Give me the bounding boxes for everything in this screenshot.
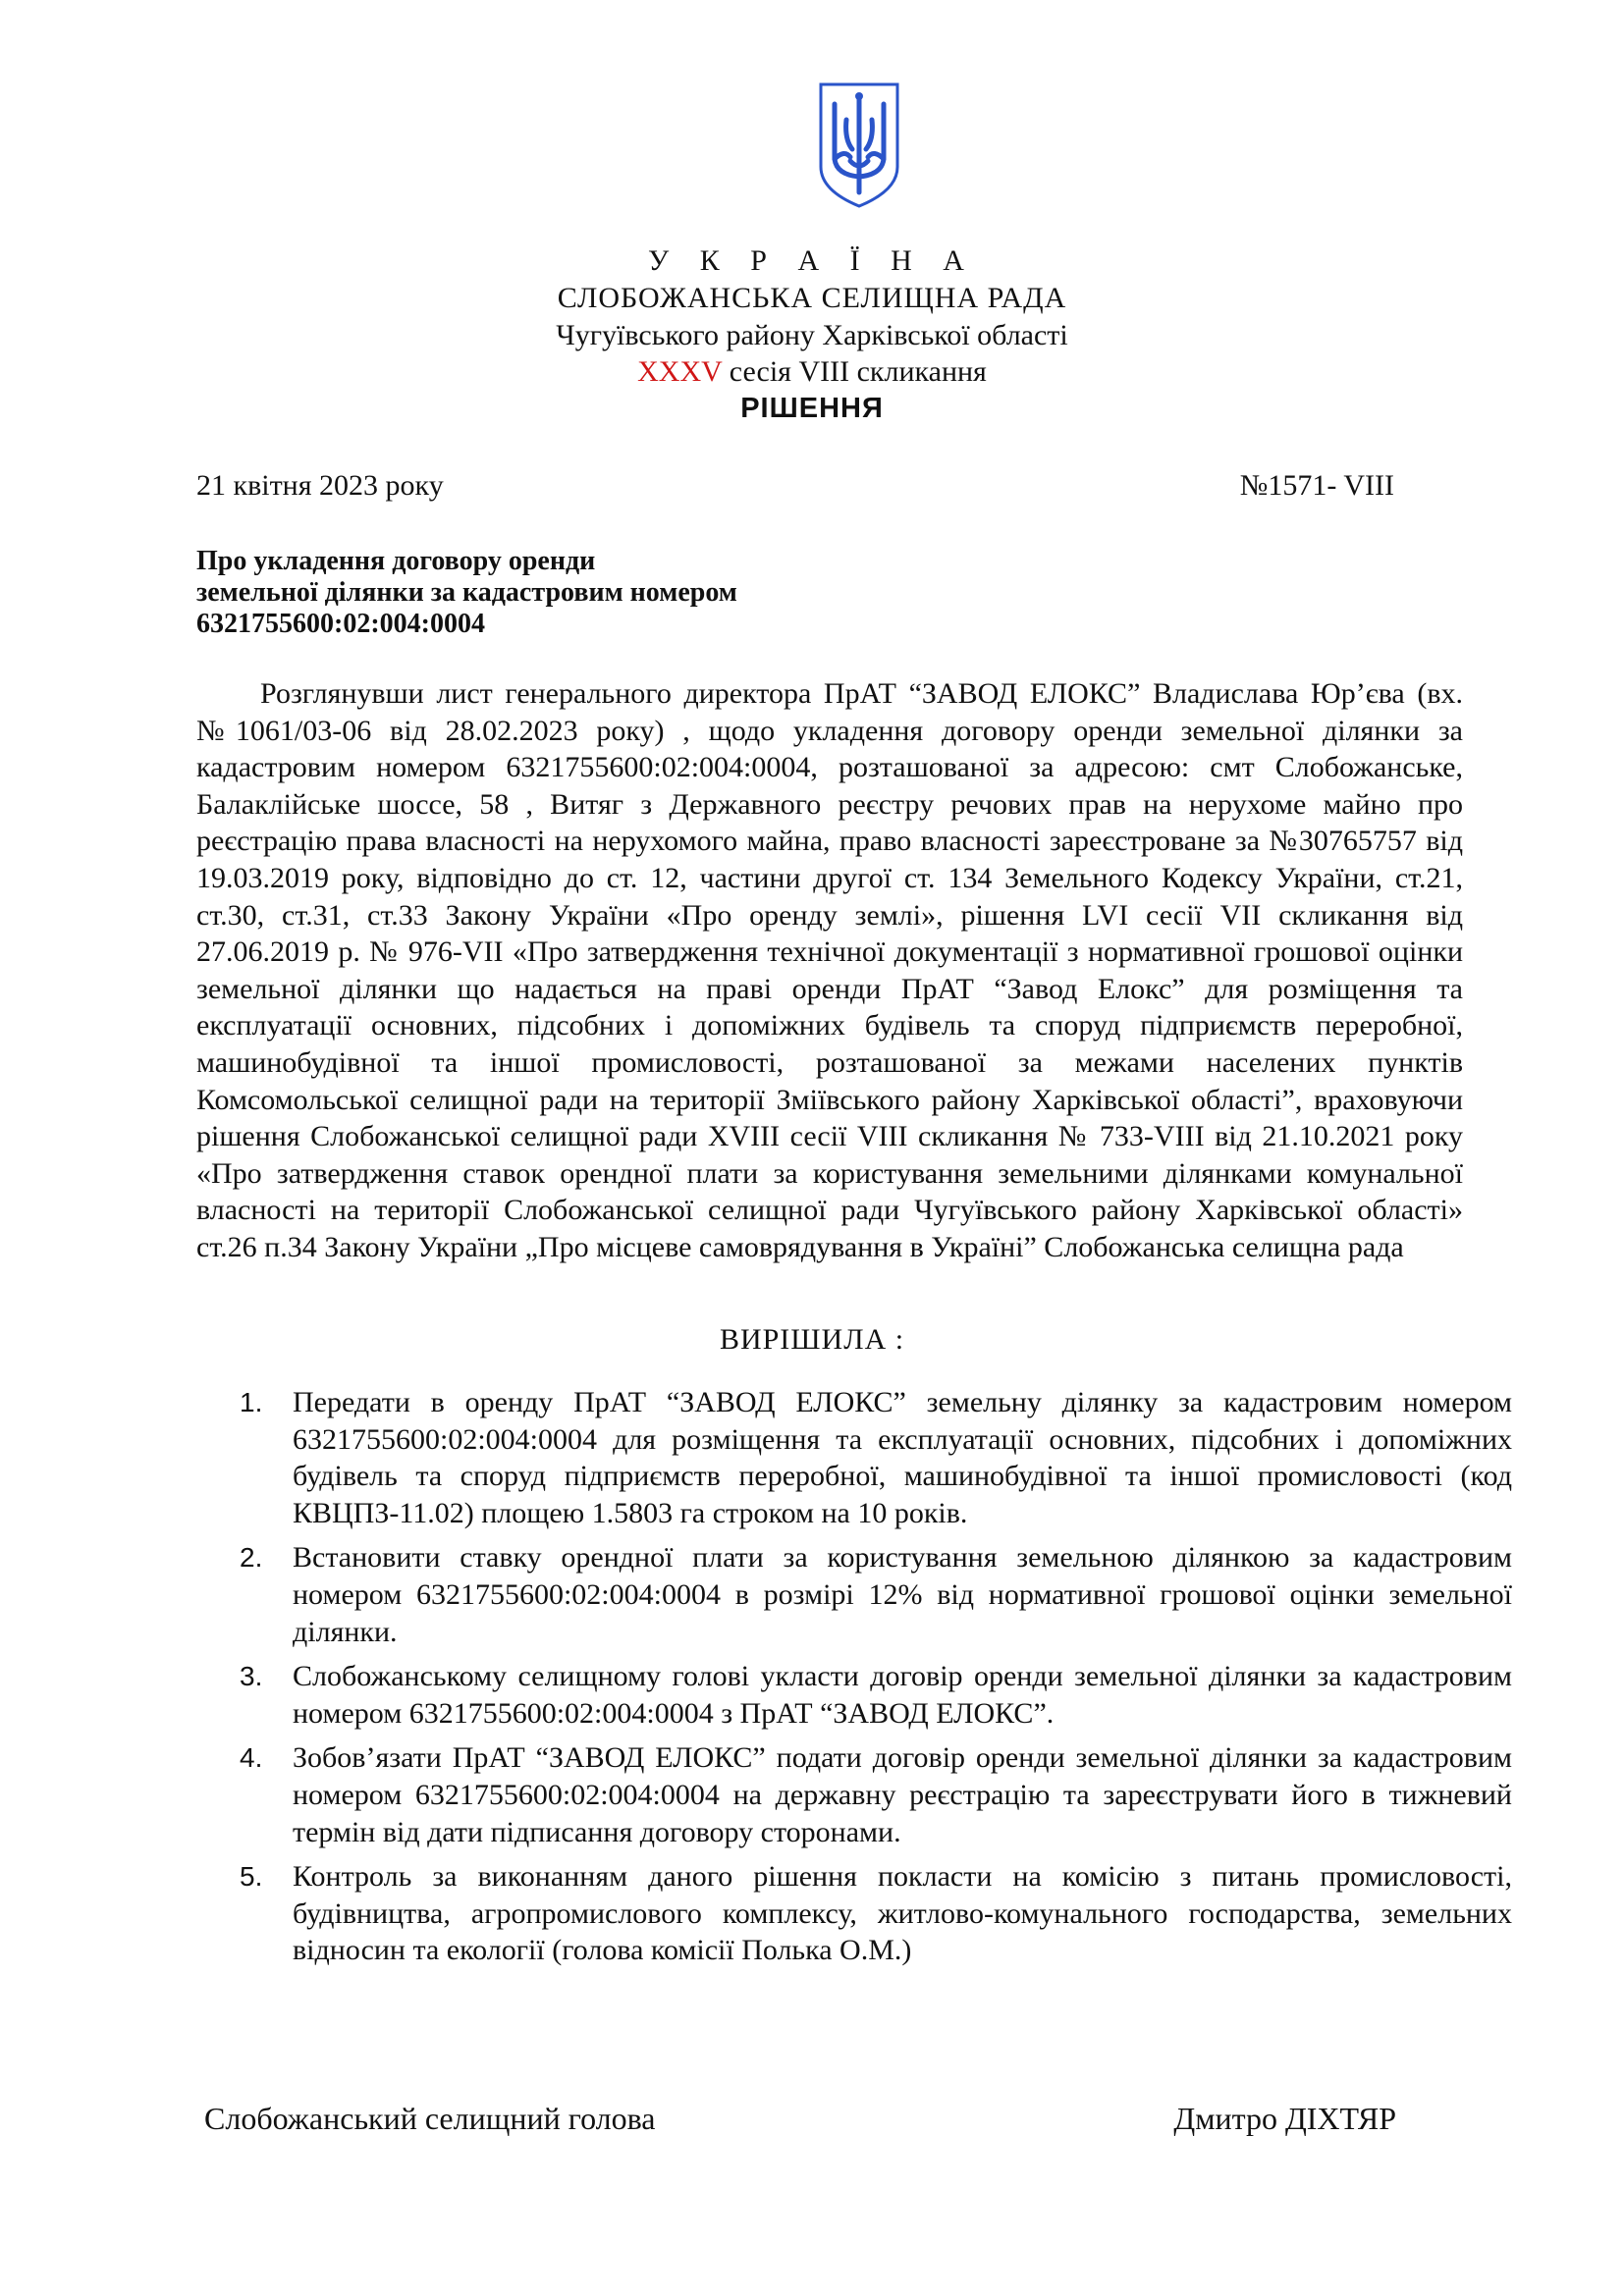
decision-item [236,1384,1512,1531]
item-number: 2. [240,1542,263,1574]
decision-date: 21 квітня 2023 року [196,469,444,502]
item-number: 4. [240,1742,263,1774]
item-number: 5. [240,1861,263,1893]
subject-line: Про укладення договору оренди [196,546,596,576]
district-heading: Чугуївського району Харківської області [556,319,1068,351]
item-number: 3. [240,1661,263,1692]
council-heading: СЛОБОЖАНСЬКА СЕЛИЩНА РАДА [557,282,1067,314]
country-heading: У К Р А Ї Н А [648,244,976,277]
decision-items [236,1384,1512,1977]
subject-line: 6321755600:02:004:0004 [196,609,485,639]
decision-item [236,1739,1512,1850]
decision-item [236,1658,1512,1732]
session-heading [0,354,1624,390]
subject-line: земельної ділянки за кадастровим номером [196,577,737,608]
item-text: Слобожанському селищному голові укласти договір оренди земельної ділянки за кадастровим номером 6321755600:02:004:0004 з ПрАТ “ЗАВОД ЕЛОКС”. [293,1660,1512,1730]
session-label: сесія VIII скликання [722,355,987,388]
resolved-heading: ВИРІШИЛА : [719,1323,905,1356]
decision-item [236,1858,1512,1969]
signatory-name: Дмитро ДІХТЯР [1173,2101,1396,2136]
item-text: Встановити ставку орендної плати за користування земельною ділянкою за кадастровим номером 6321755600:02:004:0004 в розмірі 12% від нормативної грошової оцінки земельної ділянки. [293,1541,1512,1648]
session-number: XXXV [637,355,723,388]
decision-item [236,1539,1512,1650]
item-text: Передати в оренду ПрАТ “ЗАВОД ЕЛОКС” земельну ділянку за кадастровим номером 6321755600:02:004:0004 для розміщення та експлуатації основних, підсобних і допоміжних будівель та споруд підприємств переробної, машинобудівної та іншої промисловості (код КВЦПЗ-11.02) площею 1.5803 га строком на 10 років. [293,1386,1512,1529]
signatory-title: Слобожанський селищний голова [204,2101,656,2136]
item-text: Зобов’язати ПрАТ “ЗАВОД ЕЛОКС” подати договір оренди земельної ділянки за кадастровим номером 6321755600:02:004:0004 на державну реєстрацію та зареєструвати його в тижневий термін від дати підписання договору сторонами. [293,1741,1512,1848]
item-text: Контроль за виконанням даного рішення покласти на комісію з питань промисловості, будівництва, агропромислового комплексу, житлово-комунального господарства, земельних відносин та екології (голова комісії Полька О.М.) [293,1860,1512,1967]
decision-subject [196,546,737,640]
item-number: 1. [240,1387,263,1417]
decision-number: №1571- VIII [1239,469,1394,502]
decision-heading: РІШЕННЯ [740,393,884,424]
coat-of-arms-icon [815,80,903,210]
preamble-paragraph: Розглянувши лист генерального директора ПрАТ “ЗАВОД ЕЛОКС” Владислава Юр’єва (вх.№1061/03-06 від 28.02.2023 року) , щодо укладення договору оренди земельної ділянки за кадастровим номером 6321755600:02:004:0004, розташованої за адресою: смт Слобожанське, Балаклійське шоссе, 58 , Витяг з Державного реєстру речових прав на нерухоме майно про реєстрацію права власності на нерухомого майна, право власності зареєстроване за №30765757 від 19.03.2019 року, відповідно до ст. 12, частини другої ст. 134 Земельного Кодексу України, ст.21, ст.30, ст.31, ст.33 Закону України «Про оренду землі», рішення LVI сесії VII скликання від 27.06.2019 р. № 976-VII «Про затвердження технічної документації з нормативної грошової оцінки земельної ділянки що надається на праві оренди ПрАТ “Завод Елокс” для розміщення та експлуатації основних, підсобних і допоміжних будівель та споруд підприємств переробної, машинобудівної та іншої промисловості, розташованої за межами населених пунктів Комсомольської селищної ради на території Зміївського району Харківської області”, враховуючи рішення Слобожанської селищної ради XVIII сесії VIII скликання № 733-VIII від 21.10.2021 року «Про затвердження ставок орендної плати за користування земельними ділянками комунальної власності на території Слобожанської селищної ради Чугуївського району Харківської області» ст.26 п.34 Закону України „Про місцеве самоврядування в Україні” Слобожанська селищна рада [196,677,1463,1263]
